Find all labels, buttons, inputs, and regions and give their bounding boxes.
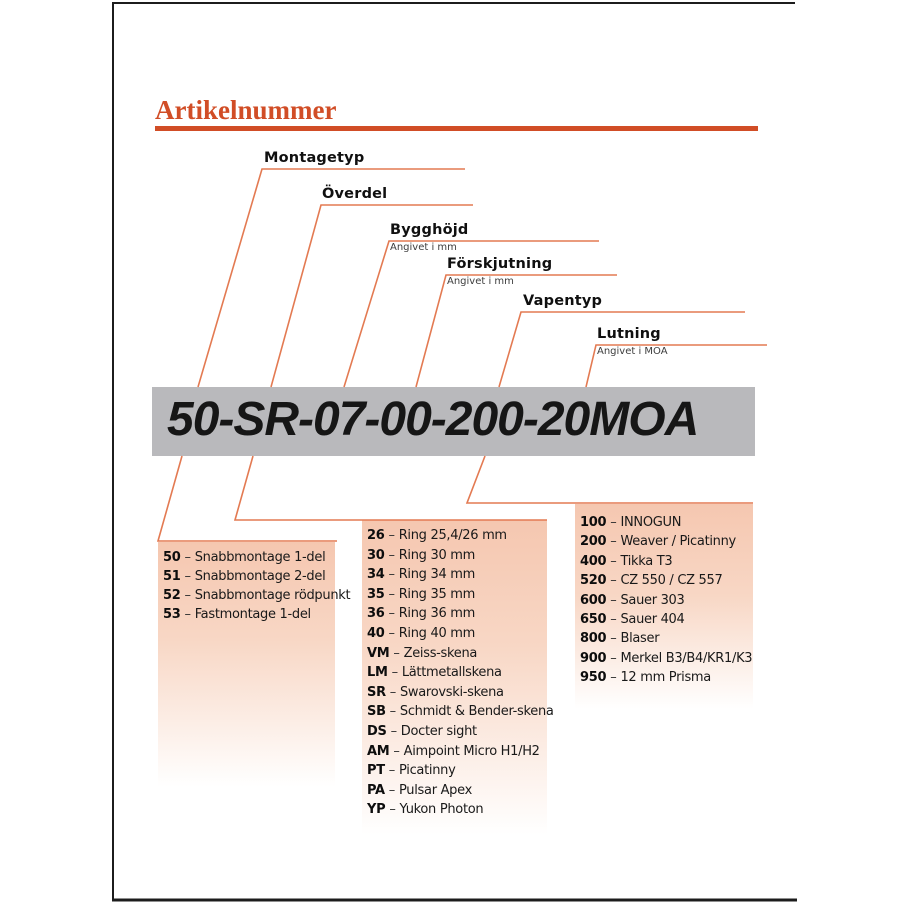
item-label: Ring 36 mm bbox=[398, 606, 475, 622]
label-overdel bbox=[322, 186, 387, 202]
item-separator: – bbox=[610, 592, 617, 608]
item-label: Schmidt & Bender-skena bbox=[399, 704, 554, 720]
item-code: PA bbox=[367, 782, 385, 798]
item-code: 36 bbox=[367, 606, 385, 622]
item-label: Ring 30 mm bbox=[398, 547, 475, 563]
item-code: 900 bbox=[580, 650, 607, 666]
item-label: Docter sight bbox=[400, 723, 477, 739]
list-item bbox=[362, 624, 547, 644]
item-label: Picatinny bbox=[399, 763, 456, 779]
label-vapentyp bbox=[523, 293, 602, 309]
item-code: 53 bbox=[163, 607, 181, 622]
item-separator: – bbox=[610, 631, 617, 647]
item-code: PT bbox=[367, 763, 385, 779]
item-separator: – bbox=[388, 528, 395, 543]
list-item bbox=[362, 781, 547, 801]
item-code: 26 bbox=[367, 528, 385, 543]
label-bygghojd-note: Angivet i mm bbox=[390, 242, 457, 253]
item-label: Yukon Photon bbox=[399, 802, 484, 818]
item-label: Blaser bbox=[620, 631, 660, 647]
item-label: Swarovski-skena bbox=[399, 684, 504, 700]
list-item bbox=[158, 548, 335, 567]
list-item bbox=[575, 629, 753, 648]
item-label: Snabbmontage 1-del bbox=[194, 550, 326, 565]
label-lutning-title: Lutning bbox=[597, 326, 661, 342]
item-code: LM bbox=[367, 665, 388, 681]
item-separator: – bbox=[184, 550, 191, 565]
list-item bbox=[362, 742, 547, 762]
item-separator: – bbox=[390, 723, 397, 739]
item-label: Ring 35 mm bbox=[398, 586, 475, 602]
item-separator: – bbox=[393, 645, 400, 661]
list-item bbox=[362, 663, 547, 683]
item-label: Snabbmontage 2-del bbox=[194, 569, 326, 584]
item-separator: – bbox=[184, 588, 191, 603]
list-item bbox=[158, 586, 351, 605]
item-separator: – bbox=[388, 606, 395, 622]
label-forskjutning-note: Angivet i mm bbox=[447, 276, 514, 287]
item-label: Fastmontage 1-del bbox=[194, 607, 311, 622]
list-item bbox=[575, 532, 753, 551]
label-bygghojd-title: Bygghöjd bbox=[390, 222, 469, 238]
list-item bbox=[575, 591, 753, 610]
item-label: Zeiss-skena bbox=[403, 645, 478, 661]
list-item bbox=[362, 644, 547, 664]
item-label: Lättmetallskena bbox=[401, 665, 502, 681]
item-code: 35 bbox=[367, 586, 385, 602]
list-item bbox=[362, 526, 547, 546]
list-item bbox=[362, 761, 547, 781]
item-separator: – bbox=[389, 802, 396, 818]
item-code: 950 bbox=[580, 670, 607, 686]
list-item bbox=[575, 649, 753, 668]
list-item bbox=[158, 605, 335, 624]
list-item bbox=[575, 571, 753, 590]
list-item bbox=[362, 565, 547, 585]
label-lutning bbox=[597, 326, 668, 357]
article-number-bar bbox=[152, 387, 755, 456]
item-label: Ring 40 mm bbox=[398, 625, 475, 641]
item-code: SR bbox=[367, 684, 386, 700]
list-item bbox=[362, 702, 554, 722]
list-item bbox=[575, 552, 753, 571]
item-separator: – bbox=[184, 607, 191, 622]
item-code: 520 bbox=[580, 573, 607, 589]
item-separator: – bbox=[393, 743, 400, 759]
item-label: Sauer 303 bbox=[620, 592, 685, 608]
list-overdel bbox=[362, 520, 554, 835]
item-code: 400 bbox=[580, 553, 607, 569]
item-label: Ring 25,4/26 mm bbox=[398, 528, 507, 543]
title-underline bbox=[155, 126, 758, 131]
list-item bbox=[575, 610, 753, 629]
item-label: Pulsar Apex bbox=[399, 782, 472, 798]
list-item bbox=[575, 513, 753, 532]
list-item bbox=[362, 546, 547, 566]
article-number: 50-SR-07-00-200-20MOA bbox=[167, 393, 699, 446]
label-overdel-title: Överdel bbox=[322, 186, 388, 202]
item-separator: – bbox=[610, 670, 617, 686]
item-code: 50 bbox=[163, 550, 181, 565]
item-separator: – bbox=[388, 625, 395, 641]
item-separator: – bbox=[610, 534, 617, 550]
label-bygghojd bbox=[390, 222, 469, 253]
item-separator: – bbox=[388, 586, 395, 602]
item-code: 100 bbox=[580, 515, 607, 530]
item-code: VM bbox=[367, 645, 390, 661]
item-code: 52 bbox=[163, 588, 181, 603]
item-code: DS bbox=[367, 723, 387, 739]
list-item bbox=[362, 683, 547, 703]
item-label: 12 mm Prisma bbox=[620, 670, 711, 686]
page-title: Artikelnummer bbox=[155, 95, 337, 125]
item-code: 30 bbox=[367, 547, 385, 563]
item-label: Tikka T3 bbox=[620, 553, 673, 569]
list-item bbox=[362, 800, 547, 820]
list-item bbox=[362, 604, 547, 624]
label-forskjutning-title: Förskjutning bbox=[447, 256, 553, 272]
item-code: 800 bbox=[580, 631, 607, 647]
item-separator: – bbox=[388, 567, 395, 583]
item-separator: – bbox=[389, 704, 396, 720]
item-separator: – bbox=[610, 573, 617, 589]
item-code: 600 bbox=[580, 592, 607, 608]
item-code: 34 bbox=[367, 567, 385, 583]
label-montagetyp-title: Montagetyp bbox=[264, 150, 365, 166]
item-separator: – bbox=[610, 553, 617, 569]
item-code: YP bbox=[367, 802, 386, 818]
label-vapentyp-title: Vapentyp bbox=[523, 293, 603, 309]
item-label: INNOGUN bbox=[620, 515, 682, 530]
item-code: 200 bbox=[580, 534, 607, 550]
item-code: 51 bbox=[163, 569, 181, 584]
item-label: Sauer 404 bbox=[620, 612, 685, 628]
item-separator: – bbox=[388, 782, 395, 798]
item-code: SB bbox=[367, 704, 386, 720]
label-montagetyp bbox=[264, 150, 364, 166]
item-code: 650 bbox=[580, 612, 607, 628]
item-label: Ring 34 mm bbox=[398, 567, 475, 583]
item-separator: – bbox=[610, 612, 617, 628]
item-separator: – bbox=[388, 547, 395, 563]
list-item bbox=[362, 585, 547, 605]
item-separator: – bbox=[389, 684, 396, 700]
list-montagetyp bbox=[158, 542, 351, 787]
item-separator: – bbox=[391, 665, 398, 681]
item-separator: – bbox=[610, 515, 617, 530]
label-lutning-note: Angivet i MOA bbox=[597, 346, 668, 357]
item-label: CZ 550 / CZ 557 bbox=[620, 573, 723, 589]
list-item bbox=[158, 567, 335, 586]
item-label: Merkel B3/B4/KR1/K3 bbox=[620, 650, 753, 666]
item-code: AM bbox=[367, 743, 390, 759]
label-forskjutning bbox=[447, 256, 552, 287]
list-vapentyp bbox=[575, 504, 753, 709]
list-item bbox=[575, 668, 753, 687]
item-separator: – bbox=[388, 763, 395, 779]
item-label: Aimpoint Micro H1/H2 bbox=[403, 743, 540, 759]
list-item bbox=[362, 722, 547, 742]
item-label: Snabbmontage rödpunkt bbox=[194, 588, 351, 603]
item-separator: – bbox=[184, 569, 191, 584]
item-separator: – bbox=[610, 650, 617, 666]
item-code: 40 bbox=[367, 625, 385, 641]
item-label: Weaver / Picatinny bbox=[620, 534, 736, 550]
